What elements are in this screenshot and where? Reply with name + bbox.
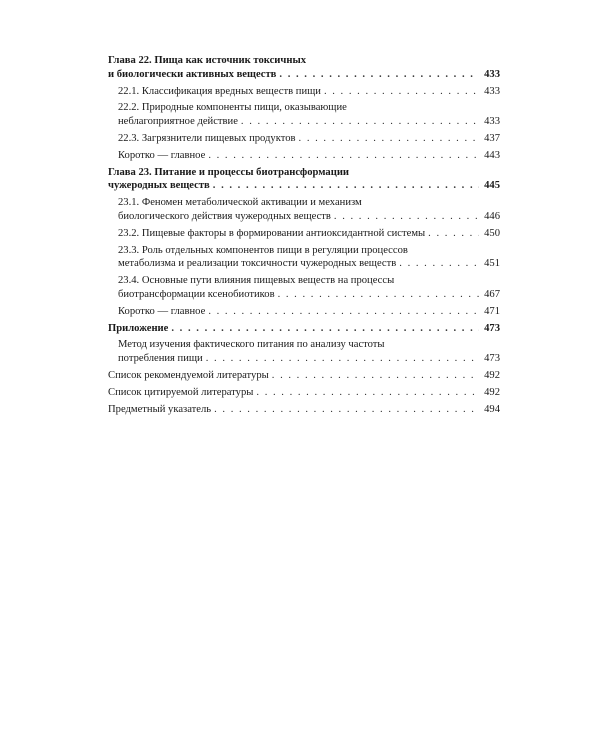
page-number: 445 bbox=[484, 180, 500, 192]
toc-appendix-item[interactable] bbox=[108, 338, 500, 366]
leader-dots bbox=[208, 149, 479, 163]
toc-chapter-23[interactable] bbox=[108, 166, 500, 194]
toc-chapter-22[interactable] bbox=[108, 54, 500, 82]
page-number: 443 bbox=[484, 149, 500, 161]
item-title: Коротко — главное bbox=[118, 149, 206, 161]
page-number: 437 bbox=[484, 132, 500, 144]
appendix-title: Приложение bbox=[108, 322, 169, 334]
page-number: 494 bbox=[484, 403, 500, 415]
leader-dots bbox=[241, 115, 479, 129]
table-of-contents bbox=[108, 54, 500, 419]
item-title-line-1: 22.2. Природные компоненты пищи, оказывающие bbox=[118, 102, 347, 114]
page-number: 451 bbox=[484, 258, 500, 270]
item-title-line-1: Метод изучения фактического питания по анализу частоты bbox=[118, 339, 385, 351]
leader-dots bbox=[272, 369, 479, 383]
leader-dots bbox=[279, 68, 479, 82]
leader-dots bbox=[208, 305, 479, 319]
leader-dots bbox=[399, 257, 479, 271]
item-title-line-2: неблагоприятное действие bbox=[118, 116, 238, 128]
toc-item-23-4[interactable] bbox=[108, 274, 500, 302]
page-number: 433 bbox=[484, 68, 500, 80]
page-number: 467 bbox=[484, 288, 500, 300]
item-title-line-2: биотрансформации ксенобиотиков bbox=[118, 288, 275, 300]
chapter-title-line-1: Глава 22. Пища как источник токсичных bbox=[108, 55, 307, 66]
item-title: Коротко — главное bbox=[118, 305, 206, 317]
leader-dots bbox=[214, 403, 479, 417]
leader-dots bbox=[428, 227, 479, 241]
toc-item-23-summary[interactable] bbox=[108, 305, 500, 319]
item-title: Предметный указатель bbox=[108, 403, 212, 415]
toc-subject-index[interactable] bbox=[108, 403, 500, 417]
leader-dots bbox=[324, 85, 479, 99]
leader-dots bbox=[206, 352, 479, 366]
toc-item-23-1[interactable] bbox=[108, 196, 500, 224]
toc-recommended-literature[interactable] bbox=[108, 369, 500, 383]
item-title-line-1: 23.3. Роль отдельных компонентов пищи в регуляции процессов bbox=[118, 244, 408, 256]
page-number: 473 bbox=[484, 353, 500, 365]
toc-item-22-2[interactable] bbox=[108, 101, 500, 129]
toc-item-23-2[interactable] bbox=[108, 227, 500, 241]
leader-dots bbox=[256, 386, 479, 400]
page-number: 473 bbox=[484, 322, 500, 334]
page-number: 446 bbox=[484, 210, 500, 222]
page-number: 433 bbox=[484, 85, 500, 97]
toc-item-23-3[interactable] bbox=[108, 244, 500, 272]
item-title: Список цитируемой литературы bbox=[108, 386, 254, 398]
leader-dots bbox=[299, 132, 479, 146]
toc-cited-literature[interactable] bbox=[108, 386, 500, 400]
toc-appendix[interactable] bbox=[108, 322, 500, 336]
item-title-line-2: потребления пищи bbox=[118, 353, 203, 365]
toc-item-22-1[interactable] bbox=[108, 85, 500, 99]
item-title-line-2: биологического действия чужеродных веществ bbox=[118, 210, 331, 222]
item-title-line-1: 23.1. Феномен метаболической активации и механизм bbox=[118, 197, 362, 209]
chapter-title-line-2: чужеродных веществ bbox=[108, 180, 210, 192]
leader-dots bbox=[213, 179, 479, 193]
toc-item-22-3[interactable] bbox=[108, 132, 500, 146]
item-title: 22.1. Классификация вредных веществ пищи bbox=[118, 85, 321, 97]
chapter-title-line-1: Глава 23. Питание и процессы биотрансформации bbox=[108, 166, 350, 178]
item-title: Список рекомендуемой литературы bbox=[108, 369, 269, 381]
item-title: 23.2. Пищевые факторы в формировании антиоксидантной системы bbox=[118, 227, 426, 239]
item-title-line-2: метаболизма и реализации токсичности чужеродных веществ bbox=[118, 258, 397, 270]
chapter-title-line-2: и биологически активных веществ bbox=[108, 68, 277, 80]
item-title: 22.3. Загрязнители пищевых продуктов bbox=[118, 132, 296, 144]
page-number: 492 bbox=[484, 386, 500, 398]
page-number: 492 bbox=[484, 369, 500, 381]
page-number: 450 bbox=[484, 227, 500, 239]
toc-item-22-summary[interactable] bbox=[108, 149, 500, 163]
page-number: 433 bbox=[484, 116, 500, 128]
item-title-line-1: 23.4. Основные пути влияния пищевых веществ на процессы bbox=[118, 275, 395, 287]
page-number: 471 bbox=[484, 305, 500, 317]
leader-dots bbox=[278, 288, 479, 302]
leader-dots bbox=[334, 210, 479, 224]
leader-dots bbox=[171, 322, 479, 336]
